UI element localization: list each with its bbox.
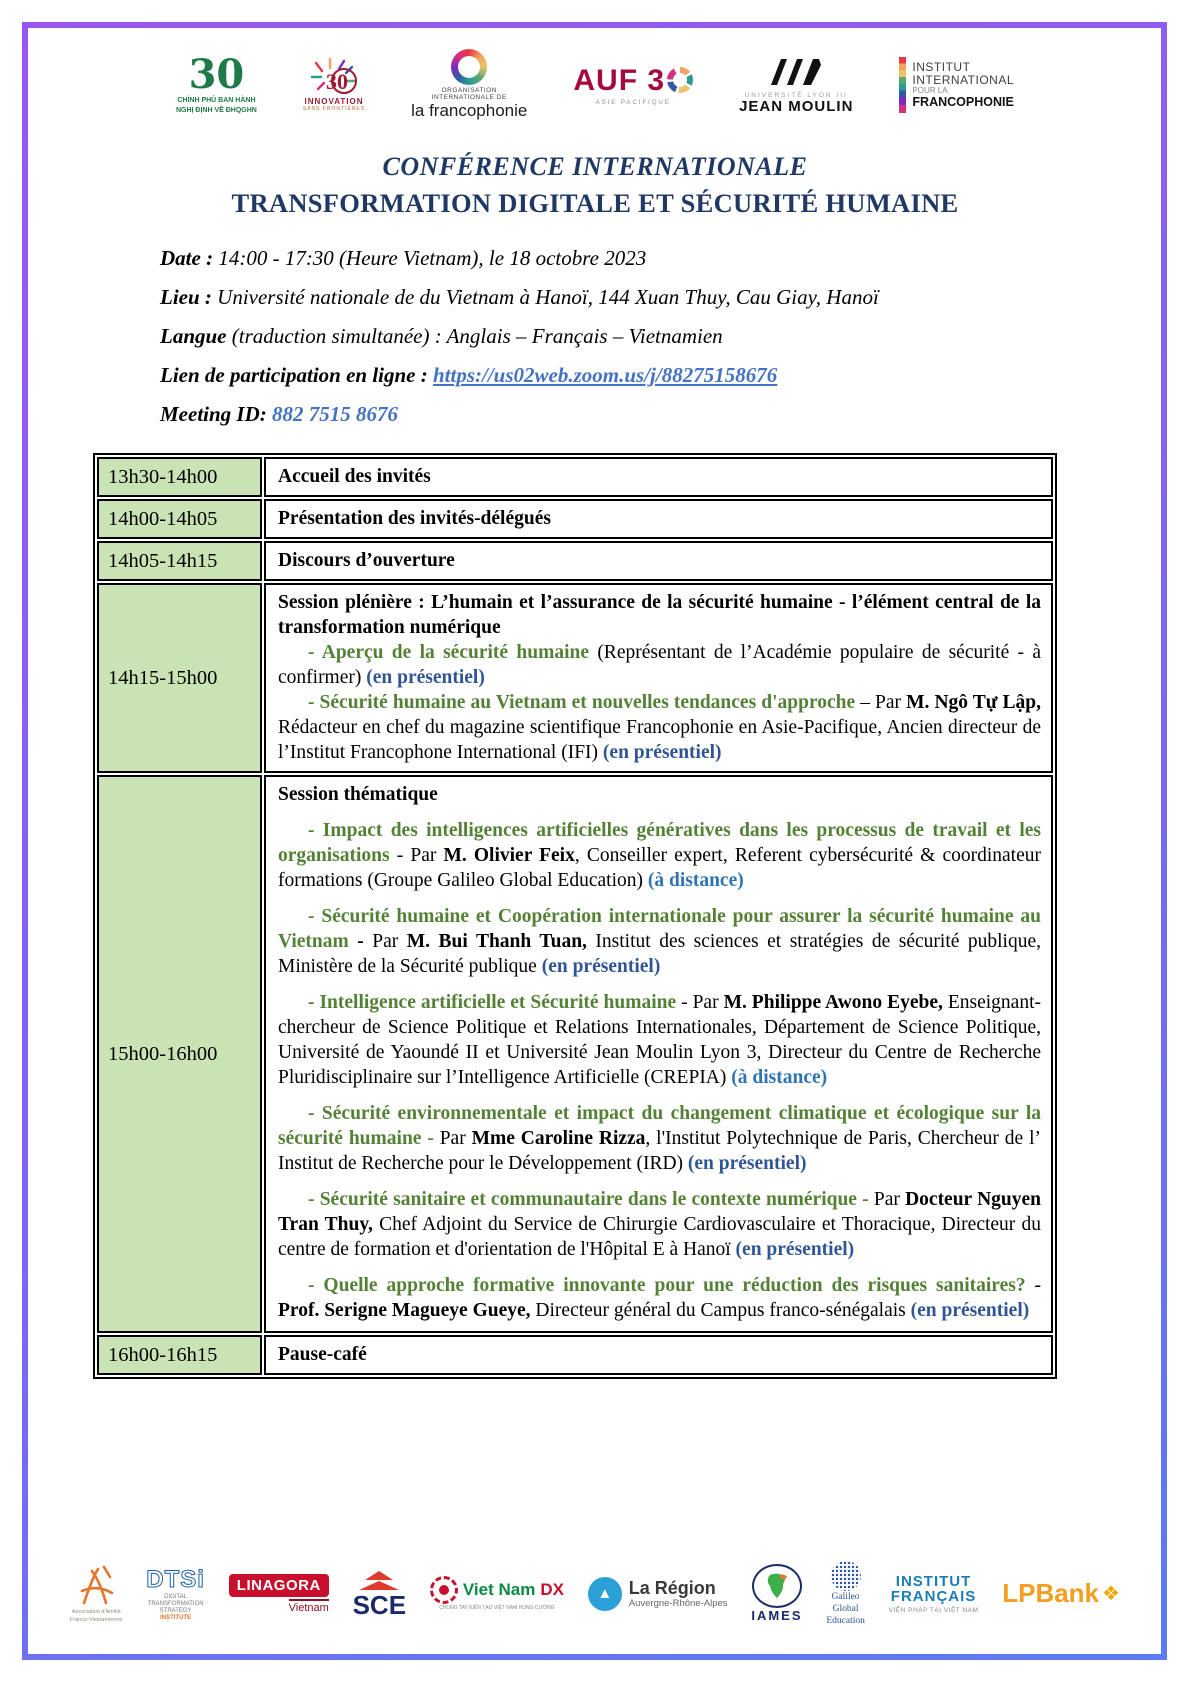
meeting-id-label: Meeting ID: (160, 402, 267, 426)
lpbank-diamond-icon: ❖ (1102, 1582, 1120, 1605)
agenda-paragraph: Session thématique (278, 784, 438, 805)
jean-moulin-university-line: UNIVERSITÉ LYON III (744, 91, 848, 99)
agenda-paragraph: - Sécurité humaine au Vietnam et nouvelles tendances d'approche – Par M. Ngô Tự Lập, Rédacteur en chef du magazine scientifique Francophonie en Asie-Pacifique, Ancien directeur de l’Institut Francophone International (IFI) (en présentiel) (278, 692, 1041, 763)
vnu-caption-1: CHÍNH PHỦ BAN HÀNH (177, 97, 256, 105)
agenda-row (97, 499, 1053, 539)
event-info-block (160, 245, 1162, 427)
auf-sparkle-icon (667, 67, 693, 93)
info-date (160, 245, 1162, 271)
agenda-time-cell: 14h05-14h15 (97, 541, 262, 581)
lieu-label: Lieu : (160, 285, 212, 309)
vietnam-dx-logo (430, 1576, 564, 1612)
agenda-paragraph: Pause-café (278, 1344, 367, 1365)
agenda-content-cell (264, 583, 1053, 773)
vnu-caption-2: NGHỊ ĐỊNH VỀ ĐHQGHN (175, 107, 257, 114)
agenda-row (97, 541, 1053, 581)
aafv-icon (76, 1565, 116, 1607)
agenda-paragraph: - Sécurité environnementale et impact du changement climatique et écologique sur la sécurité humaine - Par Mme Caroline Rizza, l'Institut Polytechnique de Paris, Chercheur de l’ Institut de Recherche pour le Développement (IRD) (en présentiel) (278, 1103, 1041, 1174)
lien-label: Lien de participation en ligne : (160, 363, 428, 387)
agenda-content-cell (264, 457, 1053, 497)
zoom-meeting-link[interactable]: https://us02web.zoom.us/j/88275158676 (433, 363, 778, 387)
galileo-line-2: Global (832, 1604, 859, 1615)
vietnam-dx-name: Viet Nam (462, 1580, 536, 1600)
la-region-subname: Auvergne-Rhône-Alpes (628, 1597, 728, 1609)
agenda-paragraph: Présentation des invités-délégués (278, 508, 551, 529)
lpbank-logo (1002, 1579, 1120, 1609)
sce-wordmark: SCE (352, 1589, 407, 1620)
document-title-block (28, 152, 1162, 219)
linagora-vietnam-label: Vietnam (289, 1599, 329, 1615)
vnu-30-icon: 30 (188, 51, 245, 99)
agenda-content-cell (264, 1335, 1053, 1375)
info-langue (160, 323, 1162, 349)
agenda-paragraph: - Sécurité sanitaire et communautaire dans le contexte numérique - Par Docteur Nguyen Tran Thuy, Chef Adjoint du Service de Chirurgie Cardiovasculaire et Thoracique, Directeur du centre de formation et d'orientation de l'Hôpital E à Hanoï (en présentiel) (278, 1189, 1042, 1260)
langue-value: (traduction simultanée) : Anglais – Français – Vietnamien (231, 324, 723, 348)
meeting-id-value: 882 7515 8676 (272, 402, 398, 426)
oif-francophonie-logo (411, 49, 527, 121)
iif-stripes-icon (899, 57, 906, 113)
auf-logo (573, 64, 693, 107)
header-logo-row (28, 42, 1162, 128)
dtsi-caption-3: STRATEGY (159, 1607, 192, 1614)
oif-ring-icon (451, 49, 487, 85)
agenda-paragraph: - Quelle approche formative innovante pour une réduction des risques sanitaires? - Prof. Serigne Magueye Gueye, Directeur général du Campus franco-sénégalais (en présentiel) (278, 1275, 1041, 1321)
institut-francais-line-2: FRANÇAIS (890, 1587, 977, 1605)
sce-logo (353, 1571, 406, 1618)
iames-africa-icon (752, 1564, 802, 1608)
iif-line-2: INTERNATIONAL (912, 72, 1015, 87)
dtsi-logo (146, 1566, 205, 1621)
title-line-2: TRANSFORMATION DIGITALE ET SÉCURITÉ HUMAINE (231, 188, 959, 218)
aafv-caption-1: Association d'Amitié (71, 1608, 121, 1615)
institut-francais-line-1: INSTITUT (895, 1572, 972, 1590)
agenda-content-cell (264, 775, 1053, 1333)
agenda-content-cell (264, 499, 1053, 539)
agenda-time-cell: 16h00-16h15 (97, 1335, 262, 1375)
agenda-paragraph: - Aperçu de la sécurité humaine (Représentant de l’Académie populaire de sécurité - à confirmer) (en présentiel) (278, 642, 1042, 688)
lpbank-wordmark: LPBank (1002, 1578, 1100, 1609)
info-lieu (160, 284, 1162, 310)
footer-logo-row (52, 1561, 1138, 1627)
agenda-time-cell: 15h00-16h00 (97, 775, 262, 1333)
page-content (28, 28, 1162, 1655)
title-line-1: CONFÉRENCE INTERNATIONALE (382, 152, 808, 181)
agenda-paragraph: Discours d’ouverture (278, 550, 455, 571)
auf-wordmark: AUF 3 (573, 63, 666, 97)
agenda-paragraph: Accueil des invités (278, 466, 431, 487)
info-meeting-id (160, 401, 1162, 427)
ifi-caption-2: SANS FRONTIÈRES (302, 106, 366, 113)
institut-international-francophonie-logo (899, 57, 1014, 113)
agenda-row (97, 775, 1053, 1333)
agenda-row (97, 457, 1053, 497)
vietnam-dx-gear-icon (430, 1576, 458, 1604)
langue-label: Langue (160, 324, 227, 348)
la-region-mountain-icon: ▲ (588, 1577, 622, 1611)
galileo-line-3: Education (826, 1616, 865, 1627)
jean-moulin-icon (767, 55, 825, 89)
oif-line-2: INTERNATIONALE DE (431, 94, 507, 102)
jean-moulin-name: JEAN MOULIN (739, 97, 854, 115)
vnu-30th-anniversary-logo (175, 51, 257, 114)
agenda-table-body (97, 457, 1053, 1375)
oif-line-3: la francophonie (411, 101, 528, 121)
sce-pagoda-icon-bottom (359, 1581, 399, 1590)
linagora-wordmark: LINAGORA (229, 1574, 329, 1597)
la-region-name: La Région (628, 1578, 716, 1599)
iif-line-3: POUR LA (912, 85, 948, 95)
aafv-caption-2: Franco-Vietnamienne (70, 1617, 123, 1624)
dtsi-caption-4: INSTITUTE (160, 1614, 192, 1621)
iames-name: IAMES (751, 1608, 803, 1624)
ifi-30-innovation-logo (303, 57, 365, 112)
iif-line-4: FRANCOPHONIE (912, 94, 1014, 109)
institut-francais-logo (889, 1574, 979, 1614)
auf-caption: ASIE PACIFIQUE (595, 99, 671, 106)
agenda-time-cell: 14h00-14h05 (97, 499, 262, 539)
agenda-paragraph: - Intelligence artificielle et Sécurité humaine - Par M. Philippe Awono Eyebe, Enseignant-chercheur de Science Politique et Relations Internationales, Département de Science Politique, Université de Yaoundé II et Université Jean Moulin Lyon 3, Directeur du Centre de Recherche Pluridisciplinaire sur l’Intelligence Artificielle (CREPIA) (à distance) (278, 992, 1041, 1088)
linagora-logo (229, 1574, 329, 1615)
info-lien (160, 362, 1162, 388)
oif-line-1: ORGANISATION (441, 87, 497, 95)
vietnam-dx-dx: DX (540, 1580, 564, 1600)
lieu-value: Université nationale de du Vietnam à Hanoï, 144 Xuan Thuy, Cau Giay, Hanoï (217, 285, 879, 309)
dtsi-caption-1: DIGITAL (164, 1594, 188, 1601)
institut-francais-caption: VIỆN PHÁP TẠI VIỆT NAM (888, 1606, 979, 1614)
vietnam-dx-tagline: CHUNG TAY KIẾN TẠO VIỆT NAM HÙNG CƯỜNG (439, 1605, 555, 1612)
iif-line-1: INSTITUT (912, 59, 971, 74)
la-region-logo (588, 1577, 728, 1611)
agenda-row (97, 1335, 1053, 1375)
jean-moulin-logo (739, 55, 853, 116)
svg-text:30: 30 (325, 69, 348, 95)
agenda-paragraph: Session plénière : L’humain et l’assurance de la sécurité humaine - l’élément central de la transformation numérique (278, 592, 1041, 638)
fireworks-icon (308, 57, 360, 97)
agenda-paragraph: - Sécurité humaine et Coopération internationale pour assurer la sécurité humaine au Vietnam - Par M. Bui Thanh Tuan, Institut des sciences et stratégies de sécurité publique, Ministère de la Sécurité publique (en présentiel) (278, 906, 1042, 977)
date-label: Date : (160, 246, 214, 270)
dtsi-wordmark: DTSi (146, 1566, 205, 1594)
sce-pagoda-icon-top (365, 1571, 393, 1580)
agenda-table (93, 453, 1057, 1379)
date-value: 14:00 - 17:30 (Heure Vietnam), le 18 octobre 2023 (218, 246, 647, 270)
ifi-caption-1: INNOVATION (304, 97, 364, 107)
galileo-globe-icon (831, 1561, 861, 1591)
aafv-logo (70, 1565, 122, 1624)
dtsi-caption-2: TRANSFORMATION (147, 1600, 204, 1607)
iames-logo (751, 1564, 802, 1624)
agenda-time-cell: 13h30-14h00 (97, 457, 262, 497)
agenda-time-cell: 14h15-15h00 (97, 583, 262, 773)
agenda-paragraph: - Impact des intelligences artificielles génératives dans les processus de travail et les organisations - Par M. Olivier Feix, Conseiller expert, Referent cybersécurité & coordinateur formations (Groupe Galileo Global Education) (à distance) (278, 820, 1041, 891)
agenda-content-cell (264, 541, 1053, 581)
galileo-global-education-logo (826, 1561, 865, 1627)
agenda-row (97, 583, 1053, 773)
galileo-line-1: Galileo (831, 1592, 860, 1603)
